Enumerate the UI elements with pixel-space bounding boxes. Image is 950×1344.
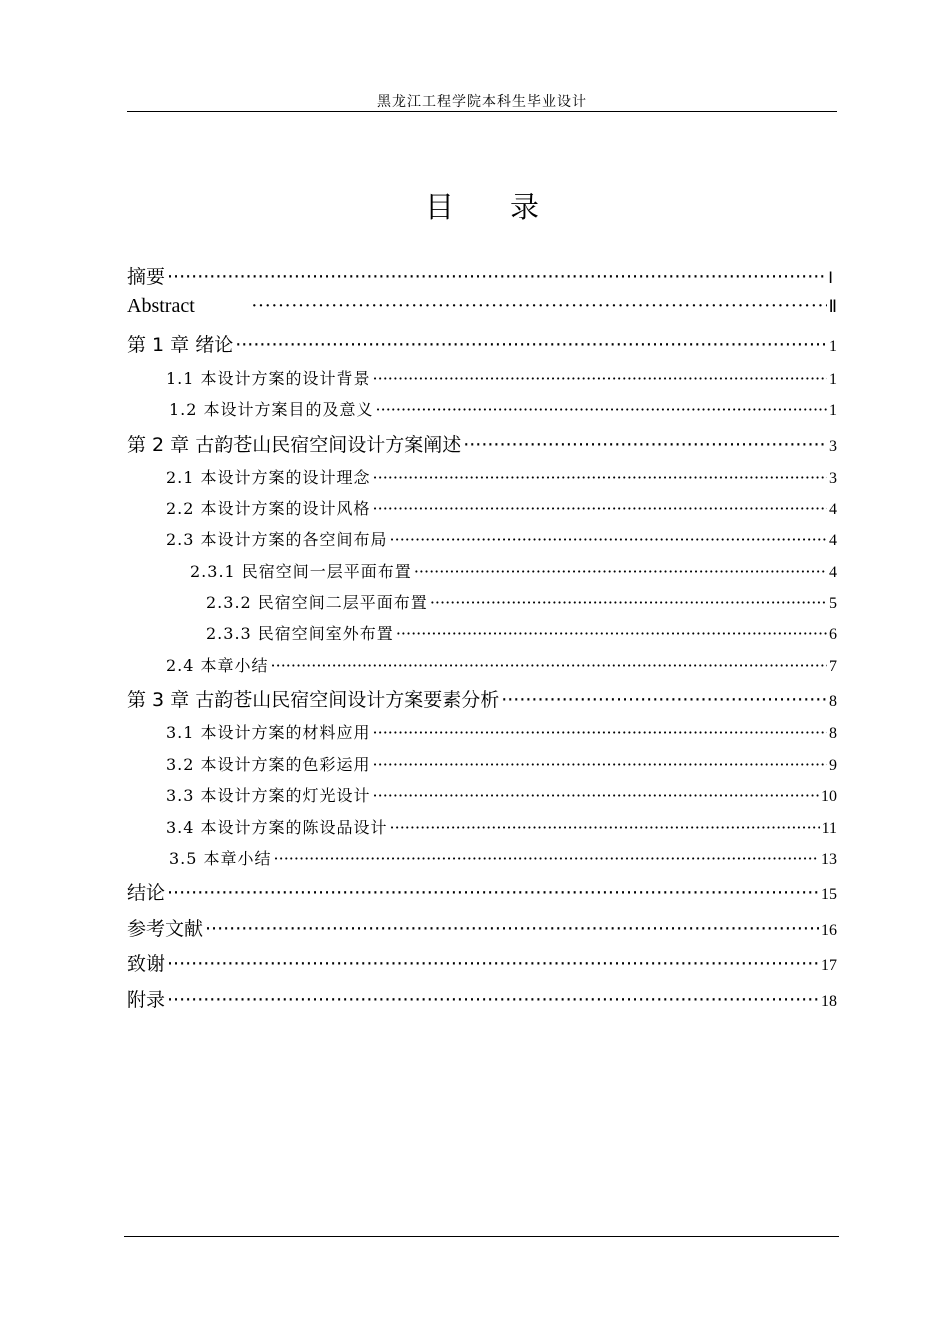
toc-entry-page: 7 — [829, 658, 837, 675]
toc-entry-label: 第 3 章 古韵苍山民宿空间设计方案要素分析 — [127, 689, 500, 711]
toc-entry-label: 参考文献 — [127, 918, 204, 940]
running-header: 黑龙江工程学院本科生毕业设计 — [377, 94, 587, 110]
toc-entry-appendix[interactable] — [127, 985, 837, 1012]
toc-entry-label: 2.1 本设计方案的设计理念 — [166, 468, 371, 487]
toc-entry-page: 1 — [829, 338, 837, 355]
toc-entry-page: 9 — [829, 757, 837, 774]
toc-entry-2-1[interactable] — [166, 465, 837, 488]
toc-entry-page: 4 — [829, 532, 837, 549]
toc-entry-page: 13 — [821, 851, 837, 868]
toc-entry-references[interactable] — [127, 914, 837, 941]
toc-entry-label: 1.2 本设计方案目的及意义 — [169, 400, 374, 419]
toc-leader — [235, 334, 827, 356]
toc-entry-2-3-1[interactable] — [190, 559, 837, 582]
toc-leader — [414, 562, 827, 581]
toc-title: 目录 — [424, 190, 595, 224]
toc-leader — [271, 656, 827, 675]
toc-leader — [430, 593, 827, 612]
toc-entry-label: 2.3.1 民宿空间一层平面布置 — [190, 562, 412, 581]
toc-entry-2-3-2[interactable] — [206, 590, 837, 613]
toc-entry-page: Ⅰ — [828, 270, 833, 287]
toc-entry-label: 2.3 本设计方案的各空间布局 — [166, 530, 388, 549]
toc-leader — [373, 369, 827, 388]
toc-entry-page: 18 — [821, 993, 837, 1010]
toc-entry-chapter-3[interactable] — [127, 685, 837, 712]
toc-entry-page: 8 — [829, 693, 837, 710]
toc-entry-page: 3 — [829, 438, 837, 455]
toc-entry-chapter-1[interactable] — [127, 330, 837, 357]
toc-entry-abstract-cn[interactable] — [127, 262, 833, 289]
header-rule — [127, 111, 837, 112]
toc-leader — [167, 989, 819, 1011]
toc-entry-2-2[interactable] — [166, 496, 837, 519]
toc-leader — [167, 266, 826, 288]
toc-leader — [373, 786, 819, 805]
toc-entry-label: 2.3.2 民宿空间二层平面布置 — [206, 593, 428, 612]
toc-entry-3-3[interactable] — [166, 783, 837, 806]
toc-entry-label: 附录 — [127, 989, 166, 1011]
toc-entry-label: 结论 — [127, 882, 166, 904]
toc-entry-label: 3.2 本设计方案的色彩运用 — [166, 755, 371, 774]
toc-leader — [373, 499, 827, 518]
toc-entry-label: 1.1 本设计方案的设计背景 — [166, 369, 371, 388]
toc-entry-label: 3.4 本设计方案的陈设品设计 — [166, 818, 388, 837]
toc-entry-label: 3.1 本设计方案的材料应用 — [166, 723, 371, 742]
toc-leader — [390, 818, 820, 837]
toc-entry-page: 5 — [829, 595, 837, 612]
toc-entry-1-2[interactable] — [169, 397, 837, 420]
footer-rule — [124, 1236, 839, 1237]
toc-entry-page: 6 — [829, 626, 837, 643]
toc-entry-label: 第 1 章 绪论 — [127, 334, 234, 356]
toc-entry-page: 1 — [829, 371, 837, 388]
toc-entry-3-5[interactable] — [169, 846, 837, 869]
toc-entry-acknowledgements[interactable] — [127, 949, 837, 976]
toc-entry-2-3-3[interactable] — [206, 621, 837, 644]
toc-leader — [396, 624, 827, 643]
toc-leader — [167, 953, 819, 975]
toc-entry-label: Abstract — [127, 295, 195, 317]
toc-leader — [501, 689, 827, 711]
toc-leader — [376, 400, 827, 419]
toc-leader — [274, 849, 819, 868]
toc-entry-label: 2.2 本设计方案的设计风格 — [166, 499, 371, 518]
toc-leader — [251, 295, 827, 318]
toc-leader — [463, 434, 827, 456]
toc-leader — [167, 882, 819, 904]
toc-leader — [205, 918, 819, 940]
toc-entry-page: 16 — [821, 922, 837, 939]
toc-entry-page: Ⅱ — [828, 297, 837, 316]
toc-entry-page: 8 — [829, 725, 837, 742]
toc-entry-label: 2.3.3 民宿空间室外布置 — [206, 624, 394, 643]
toc-entry-page: 10 — [821, 788, 837, 805]
toc-entry-page: 4 — [829, 501, 837, 518]
toc-entry-abstract-en[interactable] — [127, 295, 837, 318]
toc-leader — [373, 468, 827, 487]
toc-entry-3-1[interactable] — [166, 720, 837, 743]
toc-entry-page: 17 — [821, 957, 837, 974]
toc-entry-conclusion[interactable] — [127, 878, 837, 905]
toc-entry-page: 11 — [821, 820, 837, 837]
toc-entry-label: 3.3 本设计方案的灯光设计 — [166, 786, 371, 805]
toc-entry-2-4[interactable] — [166, 653, 837, 676]
toc-entry-3-4[interactable] — [166, 815, 837, 838]
toc-entry-page: 3 — [829, 470, 837, 487]
toc-entry-page: 15 — [821, 886, 837, 903]
toc-entry-label: 摘要 — [127, 266, 166, 288]
toc-entry-label: 2.4 本章小结 — [166, 656, 269, 675]
toc-leader — [390, 530, 827, 549]
toc-entry-chapter-2[interactable] — [127, 430, 837, 457]
toc-entry-label: 第 2 章 古韵苍山民宿空间设计方案阐述 — [127, 434, 462, 456]
toc-entry-page: 4 — [829, 564, 837, 581]
toc-entry-label: 3.5 本章小结 — [169, 849, 272, 868]
toc-entry-label: 致谢 — [127, 953, 166, 975]
toc-leader — [373, 755, 827, 774]
toc-entry-page: 1 — [829, 402, 837, 419]
toc-entry-1-1[interactable] — [166, 366, 837, 389]
toc-entry-2-3[interactable] — [166, 527, 837, 550]
toc-leader — [373, 723, 827, 742]
toc-entry-3-2[interactable] — [166, 752, 837, 775]
